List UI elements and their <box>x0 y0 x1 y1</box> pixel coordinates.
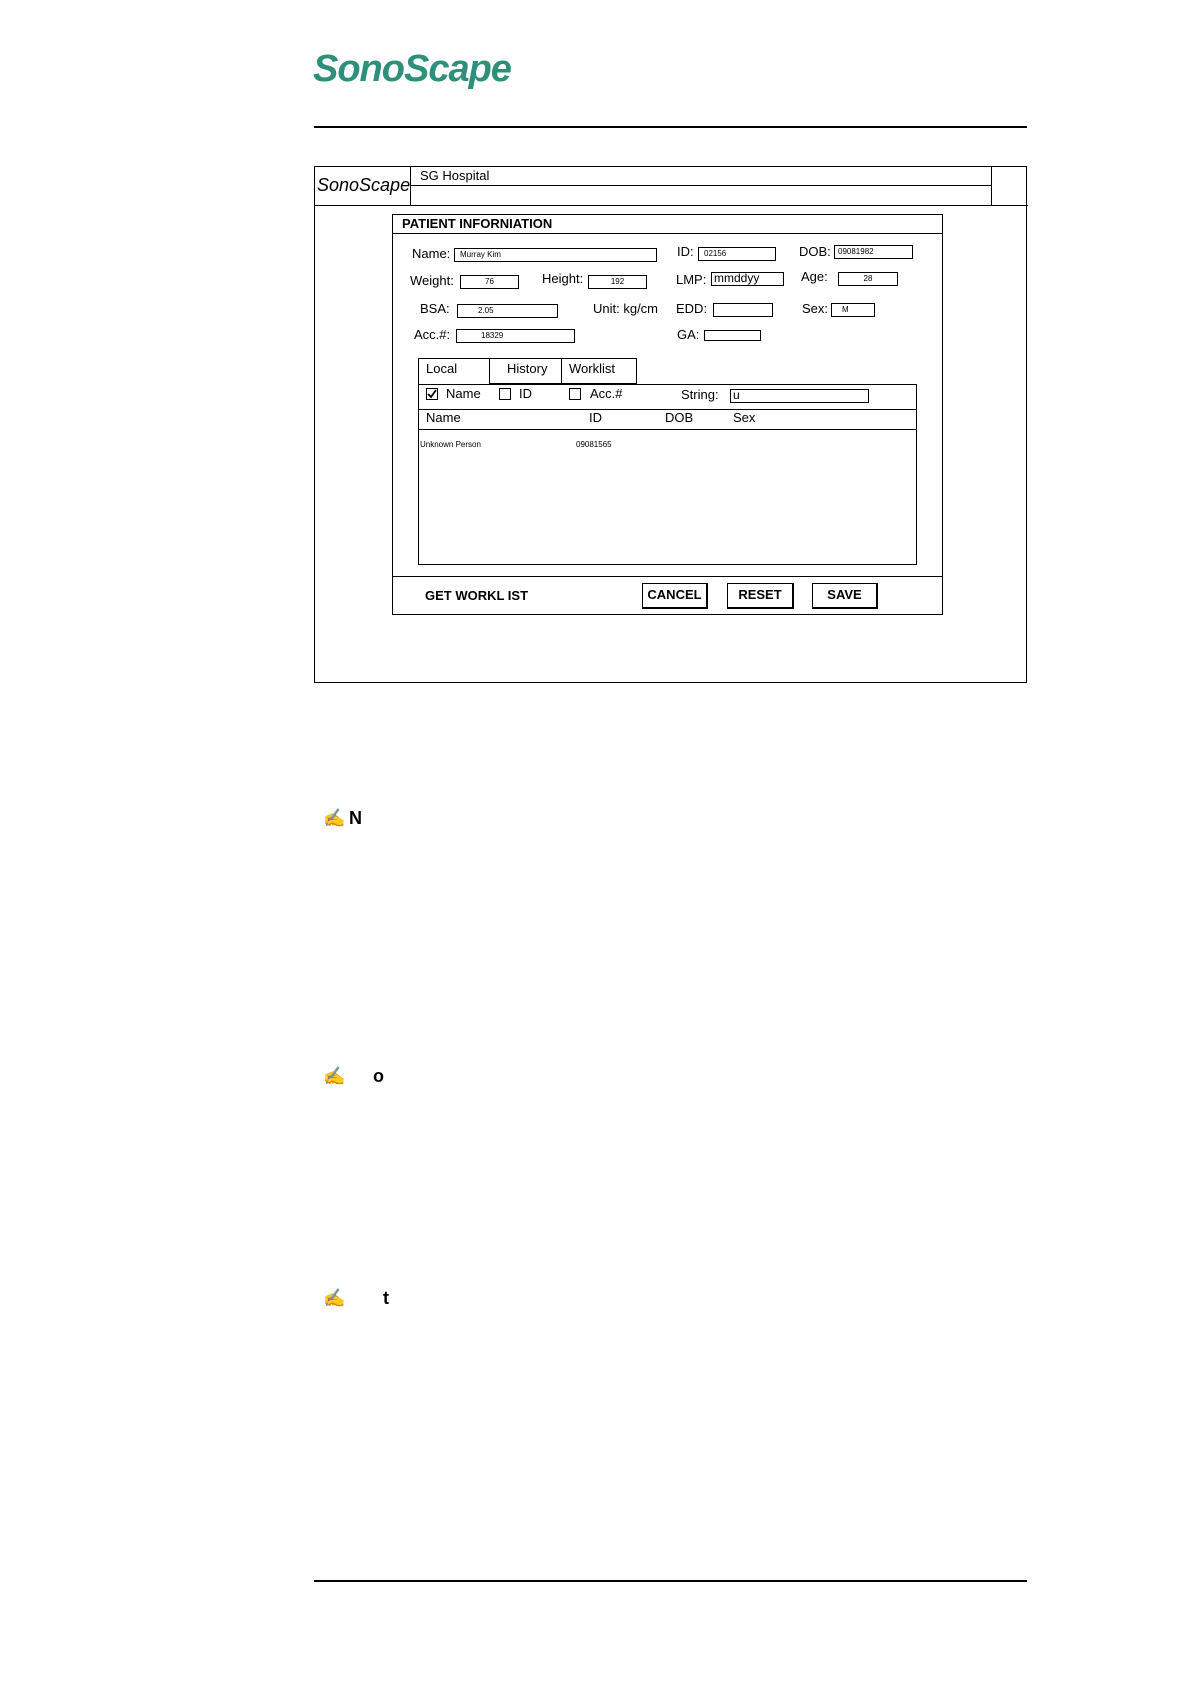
note-2 <box>323 1066 384 1087</box>
footer-separator <box>393 576 942 577</box>
bsa-field[interactable]: 2.05 <box>457 304 558 318</box>
col-id[interactable]: ID <box>589 410 602 425</box>
unit-label: Unit: kg/cm <box>593 301 659 316</box>
dob-field[interactable]: 09081982 <box>834 245 913 259</box>
age-label: Age: <box>801 269 828 284</box>
save-button[interactable]: SAVE <box>812 583 878 609</box>
dob-label: DOB: <box>799 244 831 259</box>
row-id: 09081565 <box>576 440 612 449</box>
table-row[interactable] <box>419 440 916 454</box>
edd-field[interactable] <box>713 303 773 317</box>
ga-field[interactable] <box>704 330 761 341</box>
writing-hand-icon: ✍ <box>323 808 346 828</box>
filter-id-label: ID <box>519 386 532 401</box>
filter-name-label: Name <box>446 386 481 401</box>
tab-worklist[interactable]: Worklist <box>561 358 637 384</box>
tab-local[interactable]: Local <box>418 358 490 385</box>
header-info-row <box>411 186 991 205</box>
height-label: Height: <box>542 271 584 286</box>
sonoscape-logo: SonoScape <box>313 48 511 90</box>
note-2-text: o <box>373 1066 384 1086</box>
note-1-text: N <box>349 808 362 828</box>
reset-button[interactable]: RESET <box>727 583 794 609</box>
lmp-field[interactable]: mmddyy <box>711 272 784 286</box>
header-divider <box>991 167 992 205</box>
weight-label: Weight: <box>410 273 454 288</box>
get-worklist-button[interactable]: GET WORKL IST <box>425 588 529 603</box>
header-separator <box>419 429 916 430</box>
name-label: Name: <box>412 246 451 261</box>
filter-acc-label: Acc.# <box>590 386 623 401</box>
acc-label: Acc.#: <box>414 327 451 342</box>
id-field[interactable]: 02156 <box>698 247 776 261</box>
edd-label: EDD: <box>676 301 708 316</box>
row-name: Unknown Person <box>420 440 481 449</box>
sex-label: Sex: <box>802 301 829 316</box>
weight-field[interactable]: 76 <box>460 275 519 289</box>
lmp-label: LMP: <box>676 272 707 287</box>
sex-field[interactable]: M <box>831 303 875 317</box>
hospital-name: SG Hospital <box>411 167 991 186</box>
age-field[interactable]: 28 <box>838 272 898 286</box>
dialog-title: PATIENT INFORNIATION <box>402 216 553 231</box>
patient-info-dialog <box>392 214 943 615</box>
id-label: ID: <box>677 244 694 259</box>
height-field[interactable]: 192 <box>588 275 647 289</box>
bsa-label: BSA: <box>420 301 450 316</box>
acc-checkbox[interactable] <box>569 388 581 400</box>
acc-field[interactable]: 18329 <box>456 329 575 343</box>
col-name[interactable]: Name <box>426 410 461 425</box>
dialog-title-separator <box>393 233 942 234</box>
ultrasound-screen <box>314 166 1027 683</box>
tab-history[interactable]: History <box>489 358 562 384</box>
string-label: String: <box>681 387 719 402</box>
name-field[interactable]: Murray Kim <box>454 248 657 262</box>
header-rule <box>314 126 1027 128</box>
screen-brand: SonoScape <box>315 167 411 205</box>
cancel-button[interactable]: CANCEL <box>642 583 708 609</box>
writing-hand-icon: ✍ <box>323 1066 346 1086</box>
name-checkbox[interactable] <box>426 388 438 400</box>
id-checkbox[interactable] <box>499 388 511 400</box>
header-bottom-line <box>315 205 1028 206</box>
col-dob[interactable]: DOB <box>665 410 694 425</box>
search-panel <box>418 384 917 565</box>
note-3 <box>323 1288 389 1309</box>
ga-label: GA: <box>677 327 700 342</box>
col-sex[interactable]: Sex <box>733 410 756 425</box>
footer-rule <box>314 1580 1027 1582</box>
string-input[interactable]: u <box>730 389 869 403</box>
note-1 <box>323 808 362 829</box>
writing-hand-icon: ✍ <box>323 1288 346 1308</box>
check-icon <box>427 389 437 399</box>
note-3-text: t <box>383 1288 389 1308</box>
